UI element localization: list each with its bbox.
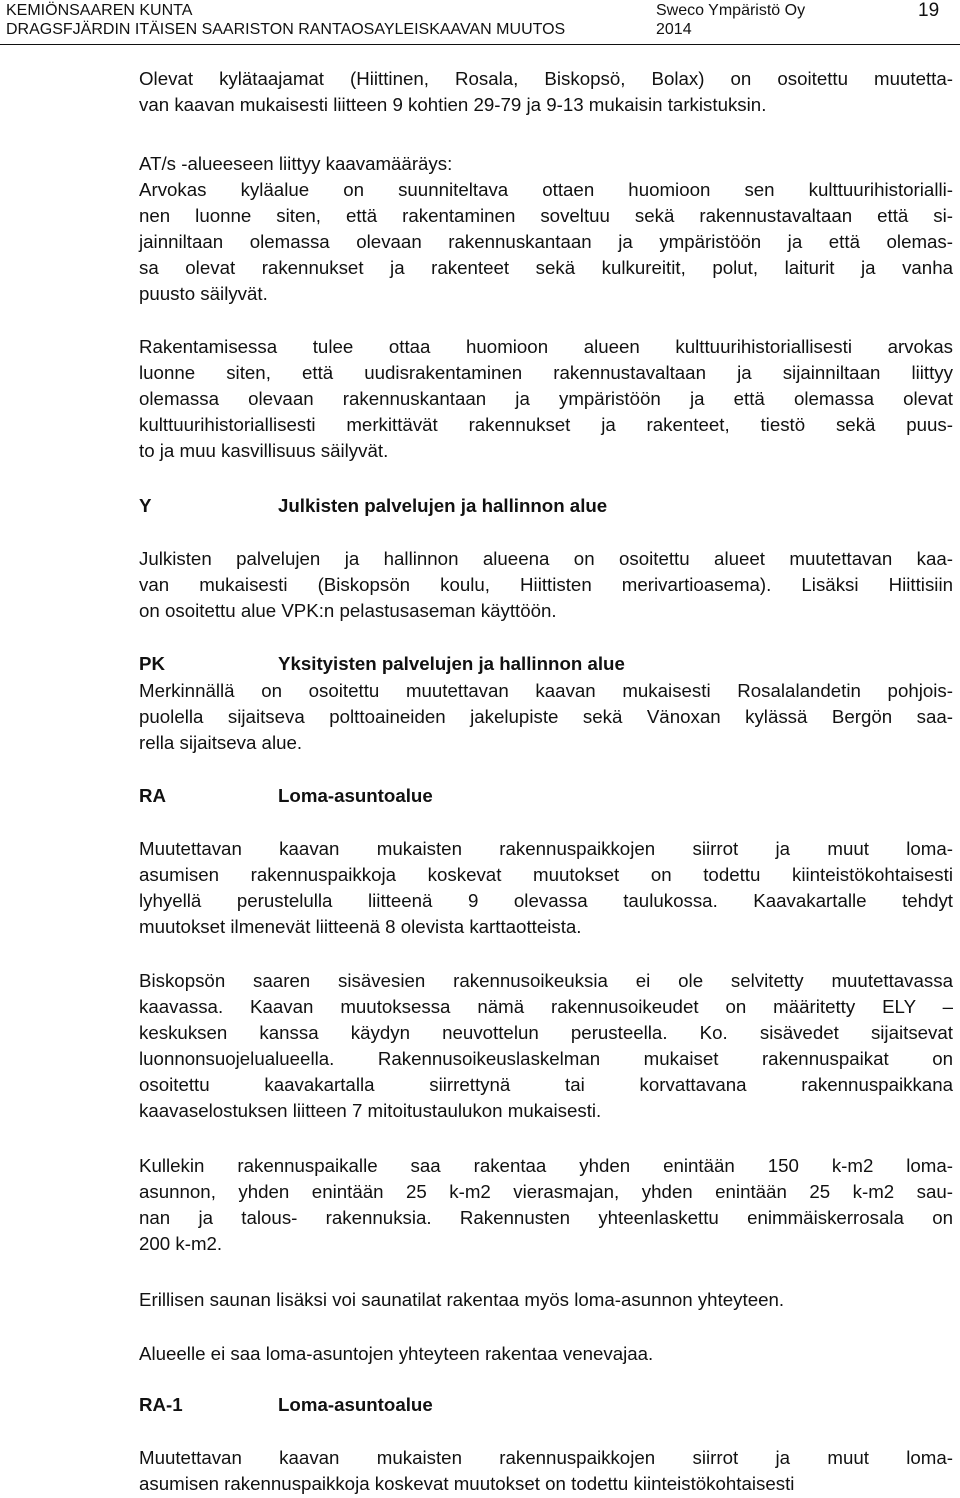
text-line: Rakentamisessa tulee ottaa huomioon alueen kulttuurihistoriallisesti arvokas — [139, 336, 953, 357]
section-heading-y — [139, 493, 953, 519]
section-title: Julkisten palvelujen ja hallinnon alue — [278, 495, 608, 516]
text-line: to ja muu kasvillisuus säilyvät. — [139, 439, 389, 461]
text-line: kulttuurihistoriallisesti merkittävät rakennukset ja rakenteet, tiestö sekä puus- — [139, 413, 953, 435]
section-code: RA-1 — [139, 1394, 183, 1415]
text-line: kaavassa. Kaavan muutoksessa nämä rakennusoikeudet on määritetty ELY – — [139, 995, 953, 1017]
text-line: luonne siten, että uudisrakentaminen rakennustavaltaan ja sijainniltaan liittyy — [139, 361, 953, 383]
text-line: osoitettu kaavakartalla siirrettynä tai korvattavana rakennuspaikkana — [139, 1073, 953, 1095]
text-line: Julkisten palvelujen ja hallinnon alueena on osoitettu alueet muutettavan kaa- — [139, 548, 953, 569]
text-line: Muutettavan kaavan mukaisten rakennuspaikkojen siirrot ja muut loma- — [139, 1447, 953, 1468]
paragraph-ra1-changes — [139, 1445, 953, 1497]
paragraph-ra-changes — [139, 836, 953, 940]
section-heading-ra1 — [139, 1392, 953, 1418]
text-line: rella sijaitseva alue. — [139, 731, 303, 753]
paragraph-construction — [139, 334, 953, 464]
paragraph-private-services — [139, 678, 953, 756]
text-line: van kaavan mukaisesti liitteen 9 kohtien 29-79 ja 9-13 mukaisin tarkistuksin. — [139, 93, 767, 115]
section-heading-ra — [139, 783, 953, 809]
page-header — [0, 0, 960, 48]
text-line: Muutettavan kaavan mukaisten rakennuspaikkojen siirrot ja muut loma- — [139, 838, 953, 859]
text-line: lyhyellä perustelulla liitteenä 9 olevassa taulukossa. Kaavakartalle tehdyt — [139, 889, 953, 911]
page-number: 19 — [918, 0, 940, 21]
section-code: Y — [139, 495, 152, 516]
text-line: 200 k-m2. — [139, 1232, 223, 1254]
text-line: kaavaselostuksen liitteen 7 mitoitustaulukon mukaisesti. — [139, 1099, 602, 1121]
text-line: keskuksen kanssa käydyn neuvottelun perusteella. Ko. sisävedet sijaitsevat — [139, 1021, 953, 1043]
text-line: Arvokas kyläalue on suunniteltava ottaen huomioon sen kulttuurihistorialli- — [139, 178, 953, 200]
document-title: DRAGSFJÄRDIN ITÄISEN SAARISTON RANTAOSAYLEISKAAVAN MUUTOS — [6, 21, 566, 38]
text-line: asumisen rakennuspaikkoja koskevat muutokset on todettu kiinteistökohtaisesti — [139, 1472, 795, 1494]
paragraph-village-areas — [139, 66, 953, 118]
text-line: asunnon, yhden enintään 25 k-m2 vierasmajan, yhden enintään 25 k-m2 sau- — [139, 1180, 953, 1202]
section-title: Yksityisten palvelujen ja hallinnon alue — [278, 653, 625, 674]
paragraph-building-rights — [139, 1153, 953, 1257]
text-line: muutokset ilmenevät liitteenä 8 olevista karttaotteista. — [139, 915, 582, 937]
text-line: olemassa olevaan rakennuskantaan ja ympäristöön ja että olemassa olevat — [139, 387, 953, 409]
text-line: Olevat kylätaajamat (Hiittinen, Rosala, Biskopsö, Bolax) on osoitettu muutetta- — [139, 68, 953, 89]
text-line: jainniltaan olemassa olevaan rakennuskantaan ja ympäristöön ja että olemas- — [139, 230, 953, 252]
paragraph-inland-waters — [139, 968, 953, 1123]
section-title: Loma-asuntoalue — [278, 785, 433, 806]
text-line: nen luonne siten, että rakentaminen soveltuu sekä rakennustavaltaan että si- — [139, 204, 953, 226]
text-line: puusto säilyvät. — [139, 282, 268, 304]
text-line: Merkinnällä on osoitettu muutettavan kaavan mukaisesti Rosalalandetin pohjois- — [139, 680, 953, 701]
document-year: 2014 — [656, 21, 692, 38]
text-line: luonnonsuojelualueella. Rakennusoikeuslaskelman mukaiset rakennuspaikat on — [139, 1047, 953, 1069]
paragraph-sauna: Erillisen saunan lisäksi voi saunatilat rakentaa myös loma-asunnon yhteyteen. — [139, 1289, 785, 1310]
municipality-name: KEMIÖNSAAREN KUNTA — [6, 2, 193, 19]
text-line: nan ja talous- rakennuksia. Rakennusten yhteenlaskettu enimmäiskerrosala on — [139, 1206, 953, 1228]
text-line: on osoitettu alue VPK:n pelastusaseman käyttöön. — [139, 599, 557, 621]
paragraph-ats-regulation — [139, 151, 953, 306]
header-divider — [0, 44, 960, 45]
text-line: van mukaisesti (Biskopsön koulu, Hiittisten merivartioasema). Lisäksi Hiittisiin — [139, 573, 953, 595]
section-title: Loma-asuntoalue — [278, 1394, 433, 1415]
text-line: Biskopsön saaren sisävesien rakennusoikeuksia ei ole selvitetty muutettavassa — [139, 970, 953, 991]
section-code: PK — [139, 653, 165, 674]
paragraph-boathouse: Alueelle ei saa loma-asuntojen yhteyteen rakentaa venevajaa. — [139, 1343, 654, 1364]
section-heading-pk — [139, 651, 953, 677]
section-code: RA — [139, 785, 166, 806]
text-line: puolella sijaitseva polttoaineiden jakelupiste sekä Vänoxan kylässä Bergön saa- — [139, 705, 953, 727]
text-line: AT/s -alueeseen liittyy kaavamääräys: — [139, 153, 453, 174]
text-line: Kullekin rakennuspaikalle saa rakentaa yhden enintään 150 k-m2 loma- — [139, 1155, 953, 1176]
company-name: Sweco Ympäristö Oy — [656, 2, 806, 19]
paragraph-public-services — [139, 546, 953, 624]
text-line: asumisen rakennuspaikkoja koskevat muutokset on todettu kiinteistökohtaisesti — [139, 863, 953, 885]
text-line: sa olevat rakennukset ja rakenteet sekä kulkureitit, polut, laiturit ja vanha — [139, 256, 953, 278]
